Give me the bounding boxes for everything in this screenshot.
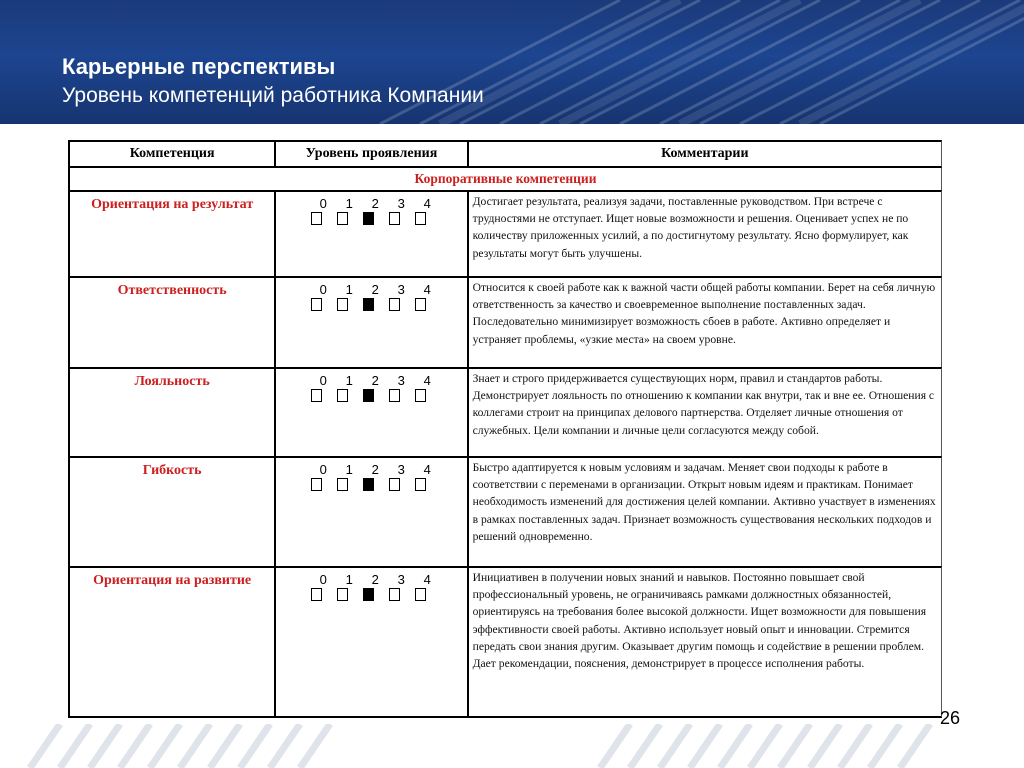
scale-checkboxes (310, 212, 440, 225)
competency-name: Ориентация на развитие (70, 568, 276, 716)
competency-name: Лояльность (70, 369, 276, 456)
scale-label: 1 (345, 282, 353, 297)
level-checkbox (311, 478, 322, 491)
scale-checkboxes (310, 298, 440, 311)
rating-scale (310, 374, 440, 402)
scale-numbers (310, 463, 440, 477)
scale-label: 4 (423, 572, 431, 587)
slide-title: Карьерные перспективы (62, 54, 336, 79)
level-checkbox (311, 588, 322, 601)
competency-name: Гибкость (70, 458, 276, 566)
scale-label: 0 (319, 373, 327, 388)
scale-label: 1 (345, 462, 353, 477)
level-checkbox-checked (363, 588, 374, 601)
level-checkbox (415, 478, 426, 491)
level-checkbox-checked (363, 389, 374, 402)
table-row (68, 276, 942, 367)
competency-comment: Быстро адаптируется к новым условиям и задачам. Меняет свои подходы к работе в соответствии с переменами в организации. Открыт новым идеям и практикам. Понимает необходимость изменений для достижения целей компании. Активно участвует в изменениях в рамках поставленных задач. Признает возможность существования нескольких подходов и решений одновременно. (472, 461, 936, 543)
scale-label: 2 (371, 282, 379, 297)
scale-numbers (310, 197, 440, 211)
table-row (68, 566, 942, 718)
competency-name: Ориентация на результат (70, 192, 276, 276)
footer-stripes (0, 724, 1024, 768)
competency-comment: Знает и строго придерживается существующих норм, правил и стандартов работы. Демонстрирует лояльность по отношению к компании как внутри, так и вне ее. Отношения с коллегами строит на принципах делового партнерства. Отделяет личные отношения от служебных. Цели компании и личные цели согласуются между собой. (472, 372, 935, 437)
column-header-comments: Комментарии (661, 146, 749, 161)
scale-label: 2 (371, 572, 379, 587)
rating-scale (310, 197, 440, 225)
scale-label: 3 (397, 373, 405, 388)
scale-label: 4 (423, 196, 431, 211)
rating-scale (310, 283, 440, 311)
table-row (68, 367, 942, 456)
competency-comment: Инициативен в получении новых знаний и навыков. Постоянно повышает свой профессиональный уровень, не ограничиваясь рамками должностных обязанностей, ориентируясь на требования более высокой должности. Ищет возможности для повышения эффективности своей работы. Активно использует новый опыт и инновации. Стремится передать свои знания другим. Оказывает другим помощь и содействие в решении проблем. Дает рекомендации, пояснения, демонстрирует в процессе исполнения работы. (472, 571, 927, 671)
level-checkbox-checked (363, 298, 374, 311)
level-checkbox (389, 212, 400, 225)
competency-comment: Относится к своей работе как к важной части общей работы компании. Берет на себя личную ответственность за качество и своевременное выполнение поставленных задач. Последовательно минимизирует возможность сбоев в работе. Активно определяет и устраняет проблемы, «узкие места» на своем уровне. (472, 281, 936, 346)
slide-subtitle: Уровень компетенций работника Компании (62, 84, 484, 107)
level-cell (276, 369, 468, 456)
competency-name: Ответственность (70, 278, 276, 367)
level-checkbox (337, 298, 348, 311)
section-title: Корпоративные компетенции (68, 168, 942, 190)
scale-checkboxes (310, 478, 440, 491)
level-checkbox (389, 478, 400, 491)
scale-label: 2 (371, 196, 379, 211)
column-header-level: Уровень проявления (276, 142, 468, 166)
scale-checkboxes (310, 389, 440, 402)
level-checkbox (337, 588, 348, 601)
level-checkbox (311, 389, 322, 402)
scale-label: 0 (319, 572, 327, 587)
level-checkbox (415, 588, 426, 601)
level-checkbox (311, 212, 322, 225)
scale-label: 2 (371, 462, 379, 477)
level-checkbox (337, 212, 348, 225)
level-checkbox (389, 389, 400, 402)
table-row (68, 190, 942, 276)
scale-label: 0 (319, 282, 327, 297)
level-checkbox (337, 478, 348, 491)
scale-label: 3 (397, 462, 405, 477)
header-banner (0, 0, 1024, 124)
table-row (68, 456, 942, 566)
level-checkbox (415, 298, 426, 311)
level-checkbox (415, 212, 426, 225)
level-checkbox (337, 389, 348, 402)
scale-numbers (310, 573, 440, 587)
competency-comment: Достигает результата, реализуя задачи, поставленные руководством. При встрече с трудностями не отступает. Ищет новые возможности и решения. Оценивает успех не по количеству приложенных усилий, а по достигнутому результату. Ясно формулирует, как результаты могут быть улучшены. (472, 195, 909, 260)
scale-label: 3 (397, 572, 405, 587)
scale-label: 4 (423, 462, 431, 477)
scale-label: 3 (397, 282, 405, 297)
level-cell (276, 278, 468, 367)
scale-label: 1 (345, 373, 353, 388)
scale-checkboxes (310, 588, 440, 601)
scale-label: 1 (345, 196, 353, 211)
level-cell (276, 192, 468, 276)
rating-scale (310, 573, 440, 601)
rating-scale (310, 463, 440, 491)
column-header-competency: Компетенция (70, 142, 276, 166)
level-cell (276, 568, 468, 716)
level-checkbox-checked (363, 478, 374, 491)
scale-label: 4 (423, 282, 431, 297)
scale-label: 1 (345, 572, 353, 587)
level-checkbox (415, 389, 426, 402)
scale-label: 3 (397, 196, 405, 211)
level-checkbox (311, 298, 322, 311)
scale-label: 0 (319, 196, 327, 211)
scale-numbers (310, 374, 440, 388)
table-header (68, 140, 942, 168)
level-checkbox (389, 588, 400, 601)
level-checkbox-checked (363, 212, 374, 225)
page-number: 26 (940, 708, 961, 728)
scale-label: 2 (371, 373, 379, 388)
level-checkbox (389, 298, 400, 311)
level-cell (276, 458, 468, 566)
scale-numbers (310, 283, 440, 297)
scale-label: 0 (319, 462, 327, 477)
scale-label: 4 (423, 373, 431, 388)
competency-table (68, 140, 942, 718)
